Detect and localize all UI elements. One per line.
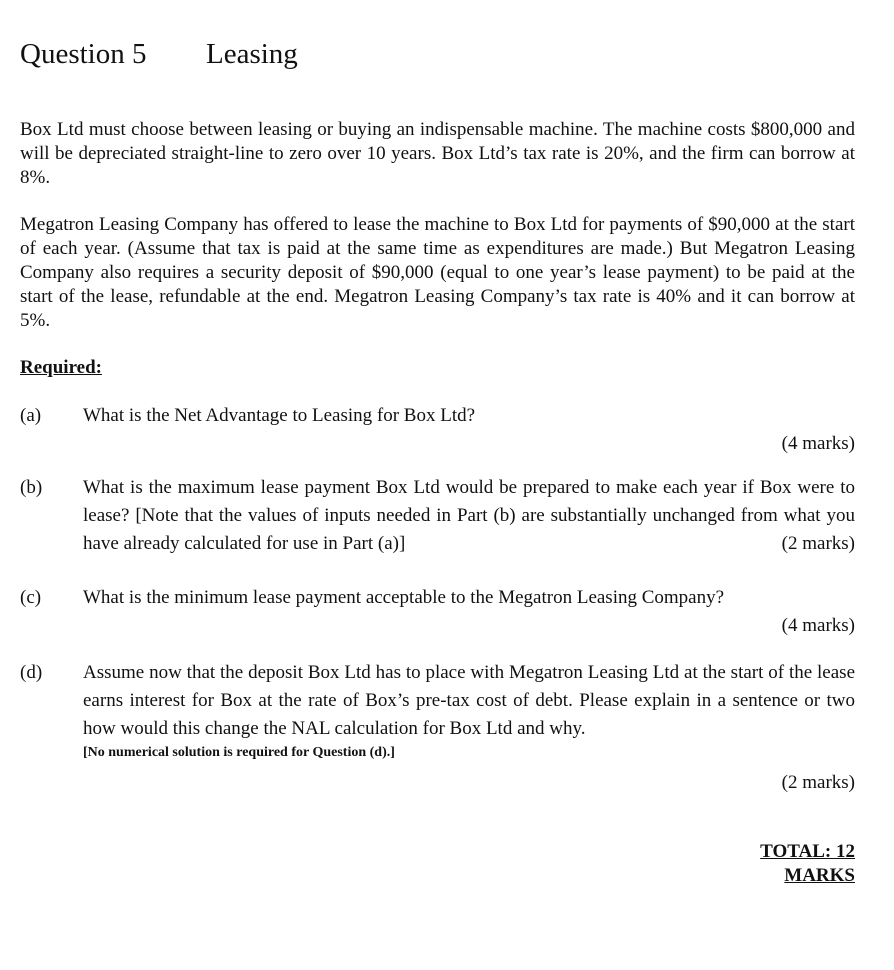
question-b <box>20 474 855 558</box>
question-b-text: What is the maximum lease payment Box Ltd would be prepared to make each year if Box were to lease? [Note that the values of inputs needed in Part (b) are substantially unchanged from what you have already calculated for use in Part (a)] <box>83 477 855 554</box>
question-d <box>20 659 855 797</box>
question-a <box>20 402 855 458</box>
question-d-label: (d) <box>20 662 43 683</box>
intro-paragraph-2: Megatron Leasing Company has offered to lease the machine to Box Ltd for payments of $90,000 at the start of each year. (Assume that tax is paid at the same time as expenditures are made.) But Megatron Leasing Company also requires a security deposit of $90,000 (equal to one year’s lease payment) to be paid at the start of the lease, refundable at the end. Megatron Leasing Company’s tax rate is 40% and it can borrow at 5%. <box>20 214 855 331</box>
total-marks <box>760 840 855 888</box>
question-d-text: Assume now that the deposit Box Ltd has to place with Megatron Leasing Ltd at the start of the lease earns interest for Box at the rate of Box’s pre-tax cost of debt. Please explain in a sentence or two how would this change the NAL calculation for Box Ltd and why. <box>83 662 855 739</box>
total-marks-line-1: TOTAL: 12 <box>760 841 855 862</box>
question-topic: Leasing <box>206 38 298 70</box>
question-label: Question 5 <box>20 38 147 70</box>
question-c-text: What is the minimum lease payment acceptable to the Megatron Leasing Company? <box>83 587 725 608</box>
question-a-label: (a) <box>20 405 42 426</box>
total-marks-line-2: MARKS <box>784 865 855 886</box>
question-a-text: What is the Net Advantage to Leasing for Box Ltd? <box>83 405 476 426</box>
question-c-marks: (4 marks) <box>781 615 855 636</box>
question-b-text-wrap <box>83 474 855 558</box>
question-heading <box>20 34 298 74</box>
required-heading: Required: <box>20 357 102 378</box>
question-c <box>20 584 855 640</box>
question-b-marks: (2 marks) <box>781 533 855 554</box>
question-d-marks: (2 marks) <box>781 772 855 793</box>
intro-paragraph-1: Box Ltd must choose between leasing or buying an indispensable machine. The machine costs $800,000 and will be depreciated straight-line to zero over 10 years. Box Ltd’s tax rate is 20%, and the firm can borrow at 8%. <box>20 119 855 188</box>
question-c-label: (c) <box>20 587 42 608</box>
question-a-marks: (4 marks) <box>781 433 855 454</box>
question-d-note: [No numerical solution is required for Question (d).] <box>83 745 395 760</box>
question-b-label: (b) <box>20 477 43 498</box>
